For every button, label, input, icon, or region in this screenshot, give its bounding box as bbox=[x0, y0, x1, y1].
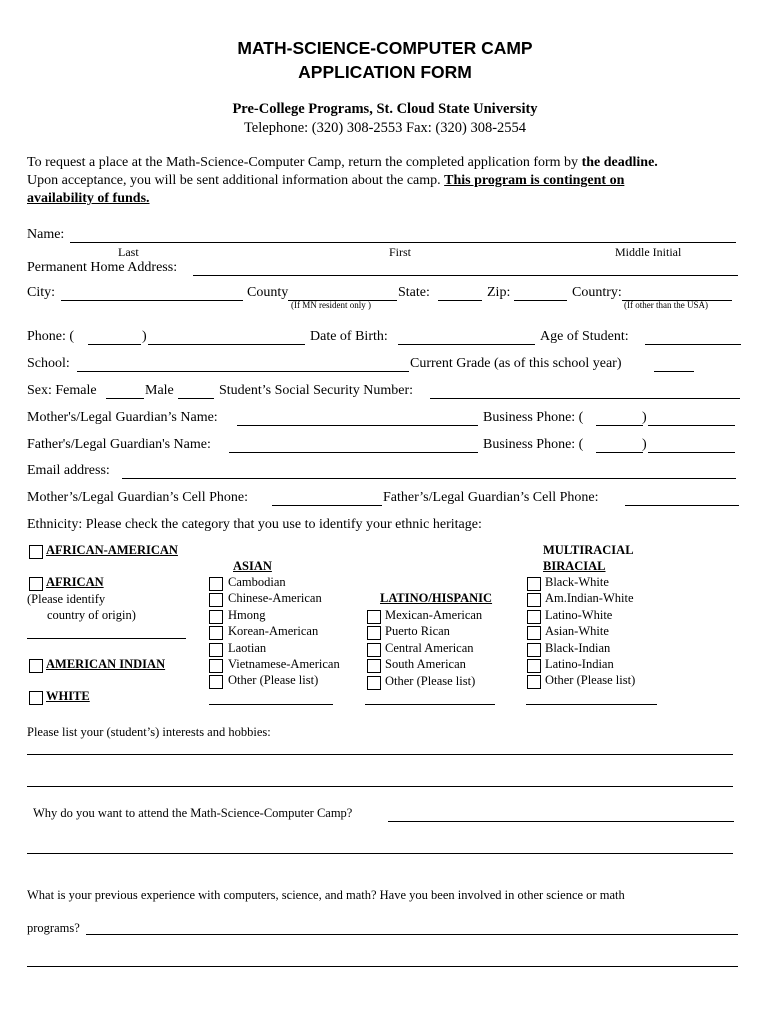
experience-question: What is your previous experience with computers, science, and math? Have you been involved in other science or math bbox=[27, 888, 625, 902]
ethnicity-prompt: Ethnicity: Please check the category that you use to identify your ethnic heritage: bbox=[27, 517, 482, 532]
latino-header: LATINO/HISPANIC bbox=[380, 591, 493, 605]
father-name-field[interactable] bbox=[229, 452, 478, 453]
mother-business-phone-label: Business Phone: ( bbox=[483, 410, 584, 425]
name-first-label: First bbox=[389, 245, 412, 259]
phone-area-code-field[interactable] bbox=[88, 344, 141, 345]
american-indian-label: AMERICAN INDIAN bbox=[46, 657, 166, 671]
latino-mexican-american-label: Mexican-American bbox=[385, 608, 483, 622]
asian-korean-american-label: Korean-American bbox=[228, 624, 319, 639]
ssn-label: Student’s Social Security Number: bbox=[219, 383, 414, 398]
african-american-label: AFRICAN-AMERICAN bbox=[46, 543, 178, 557]
multi-black-white-label: Black-White bbox=[545, 575, 609, 589]
asian-hmong-label: Hmong bbox=[228, 607, 266, 622]
latino-central-american-checkbox[interactable] bbox=[367, 643, 381, 657]
asian-other-please-list-checkbox[interactable] bbox=[209, 675, 223, 689]
why-field-line1[interactable] bbox=[388, 821, 734, 822]
mother-name-field[interactable] bbox=[237, 425, 478, 426]
intro-line1: To request a place at the Math-Science-Computer Camp, return the completed application form by the deadline. bbox=[27, 155, 658, 170]
county-label: County bbox=[247, 285, 289, 300]
father-cell-label: Father’s/Legal Guardian’s Cell Phone: bbox=[383, 490, 599, 505]
latino-other-please-list-checkbox[interactable] bbox=[367, 676, 381, 690]
asian-hmong-checkbox[interactable] bbox=[209, 610, 223, 624]
multi-am-indian-white-checkbox[interactable] bbox=[527, 593, 541, 607]
email-field[interactable] bbox=[122, 478, 736, 479]
experience-field-line2[interactable] bbox=[27, 966, 738, 967]
city-field[interactable] bbox=[61, 300, 243, 301]
asian-laotian-checkbox[interactable] bbox=[209, 643, 223, 657]
father-business-phone-field[interactable] bbox=[648, 452, 735, 453]
form-title-line2: APPLICATION FORM bbox=[298, 62, 472, 82]
name-field[interactable] bbox=[70, 242, 736, 243]
asian-chinese-american-checkbox[interactable] bbox=[209, 593, 223, 607]
latino-puerto-rican-checkbox[interactable] bbox=[367, 626, 381, 640]
mother-cell-label: Mother’s/Legal Guardian’s Cell Phone: bbox=[27, 490, 248, 505]
father-business-paren: ) bbox=[642, 437, 647, 452]
grade-field[interactable] bbox=[654, 371, 694, 372]
address-label: Permanent Home Address: bbox=[27, 260, 178, 275]
american-indian-checkbox[interactable] bbox=[29, 659, 43, 673]
asian-vietnamese-american-checkbox[interactable] bbox=[209, 659, 223, 673]
programs-label: programs? bbox=[27, 921, 80, 935]
interests-question: Please list your (student’s) interests and hobbies: bbox=[27, 725, 271, 739]
multi-black-indian-checkbox[interactable] bbox=[527, 643, 541, 657]
intro-line3: availability of funds. bbox=[27, 191, 150, 206]
father-business-phone-label: Business Phone: ( bbox=[483, 437, 584, 452]
asian-vietnamese-american-label: Vietnamese-American bbox=[228, 657, 340, 671]
identify-note-1: (Please identify bbox=[27, 592, 106, 606]
white-label: WHITE bbox=[46, 689, 90, 703]
asian-other-please-list-label: Other (Please list) bbox=[228, 673, 319, 688]
phone-label: Phone: ( bbox=[27, 329, 75, 344]
father-name-label: Father's/Legal Guardian's Name: bbox=[27, 437, 211, 452]
multi-asian-white-checkbox[interactable] bbox=[527, 626, 541, 640]
why-field-line2[interactable] bbox=[27, 853, 733, 854]
ssn-field[interactable] bbox=[430, 398, 740, 399]
organization-name: Pre-College Programs, St. Cloud State University bbox=[232, 101, 538, 117]
email-label: Email address: bbox=[27, 463, 110, 478]
school-field[interactable] bbox=[77, 371, 409, 372]
country-label: Country: bbox=[572, 285, 622, 300]
city-label: City: bbox=[27, 285, 56, 300]
white-checkbox[interactable] bbox=[29, 691, 43, 705]
dob-label: Date of Birth: bbox=[310, 329, 388, 344]
zip-label: Zip: bbox=[487, 285, 511, 300]
asian-other-field[interactable] bbox=[209, 704, 333, 705]
latino-other-field[interactable] bbox=[365, 704, 495, 705]
latino-south-american-checkbox[interactable] bbox=[367, 659, 381, 673]
mother-business-phone-field[interactable] bbox=[648, 425, 735, 426]
multi-other-field[interactable] bbox=[526, 704, 657, 705]
name-middle-label: Middle Initial bbox=[615, 245, 682, 259]
multiracial-header: MULTIRACIAL bbox=[543, 543, 634, 557]
identify-note-2: country of origin) bbox=[47, 608, 136, 622]
form-title-line1: MATH-SCIENCE-COMPUTER CAMP bbox=[237, 38, 533, 58]
country-of-origin-field[interactable] bbox=[27, 638, 186, 639]
african-label: AFRICAN bbox=[46, 575, 104, 589]
latino-mexican-american-checkbox[interactable] bbox=[367, 610, 381, 624]
latino-central-american-label: Central American bbox=[385, 640, 474, 655]
latino-other-please-list-label: Other (Please list) bbox=[385, 673, 476, 688]
school-label: School: bbox=[27, 356, 70, 371]
father-business-area-field[interactable] bbox=[596, 452, 643, 453]
county-note: (If MN resident only ) bbox=[291, 300, 371, 310]
mother-name-label: Mother's/Legal Guardian’s Name: bbox=[27, 410, 218, 425]
biracial-header: BIRACIAL bbox=[543, 559, 606, 573]
asian-header: ASIAN bbox=[233, 559, 272, 573]
contact-info: Telephone: (320) 308-2553 Fax: (320) 308-2554 bbox=[243, 120, 527, 136]
grade-label: Current Grade (as of this school year) bbox=[410, 356, 622, 371]
multi-asian-white-label: Asian-White bbox=[545, 624, 609, 639]
latino-puerto-rican-label: Puerto Rican bbox=[385, 624, 450, 639]
name-last-label: Last bbox=[118, 245, 139, 259]
mother-business-area-field[interactable] bbox=[596, 425, 643, 426]
asian-chinese-american-label: Chinese-American bbox=[228, 591, 322, 606]
multi-latino-white-label: Latino-White bbox=[545, 607, 613, 622]
latino-south-american-label: South American bbox=[385, 657, 466, 672]
state-label: State: bbox=[398, 285, 430, 300]
sex-male-label: Male bbox=[145, 383, 174, 398]
asian-laotian-label: Laotian bbox=[228, 640, 267, 655]
mother-cell-field[interactable] bbox=[272, 505, 382, 506]
sex-female-field[interactable] bbox=[106, 398, 144, 399]
why-question: Why do you want to attend the Math-Science-Computer Camp? bbox=[33, 806, 353, 820]
sex-male-field[interactable] bbox=[178, 398, 214, 399]
asian-korean-american-checkbox[interactable] bbox=[209, 626, 223, 640]
zip-field[interactable] bbox=[514, 300, 567, 301]
father-cell-field[interactable] bbox=[625, 505, 739, 506]
multi-latino-indian-label: Latino-Indian bbox=[545, 657, 614, 671]
multi-latino-white-checkbox[interactable] bbox=[527, 610, 541, 624]
interests-field-line2[interactable] bbox=[27, 786, 733, 787]
dob-field[interactable] bbox=[398, 344, 535, 345]
age-label: Age of Student: bbox=[540, 329, 629, 344]
age-field[interactable] bbox=[645, 344, 741, 345]
intro-line2: Upon acceptance, you will be sent additional information about the camp. This program is contingent on bbox=[27, 173, 625, 188]
country-note: (If other than the USA) bbox=[624, 300, 708, 310]
multi-other-please-list-checkbox[interactable] bbox=[527, 675, 541, 689]
multi-black-indian-label: Black-Indian bbox=[545, 640, 611, 655]
mother-business-paren: ) bbox=[642, 410, 647, 425]
interests-field-line1[interactable] bbox=[27, 754, 733, 755]
phone-field[interactable] bbox=[148, 344, 305, 345]
multi-latino-indian-checkbox[interactable] bbox=[527, 659, 541, 673]
state-field[interactable] bbox=[438, 300, 482, 301]
multi-other-please-list-label: Other (Please list) bbox=[545, 673, 636, 688]
asian-cambodian-checkbox[interactable] bbox=[209, 577, 223, 591]
address-field[interactable] bbox=[193, 275, 738, 276]
phone-paren: ) bbox=[142, 329, 147, 344]
african-american-checkbox[interactable] bbox=[29, 545, 43, 559]
experience-field-line1[interactable] bbox=[86, 934, 738, 935]
multi-black-white-checkbox[interactable] bbox=[527, 577, 541, 591]
multi-am-indian-white-label: Am.Indian-White bbox=[545, 591, 634, 606]
sex-female-label: Sex: Female bbox=[27, 383, 97, 398]
asian-cambodian-label: Cambodian bbox=[228, 575, 286, 589]
african-checkbox[interactable] bbox=[29, 577, 43, 591]
name-label: Name: bbox=[27, 227, 65, 242]
